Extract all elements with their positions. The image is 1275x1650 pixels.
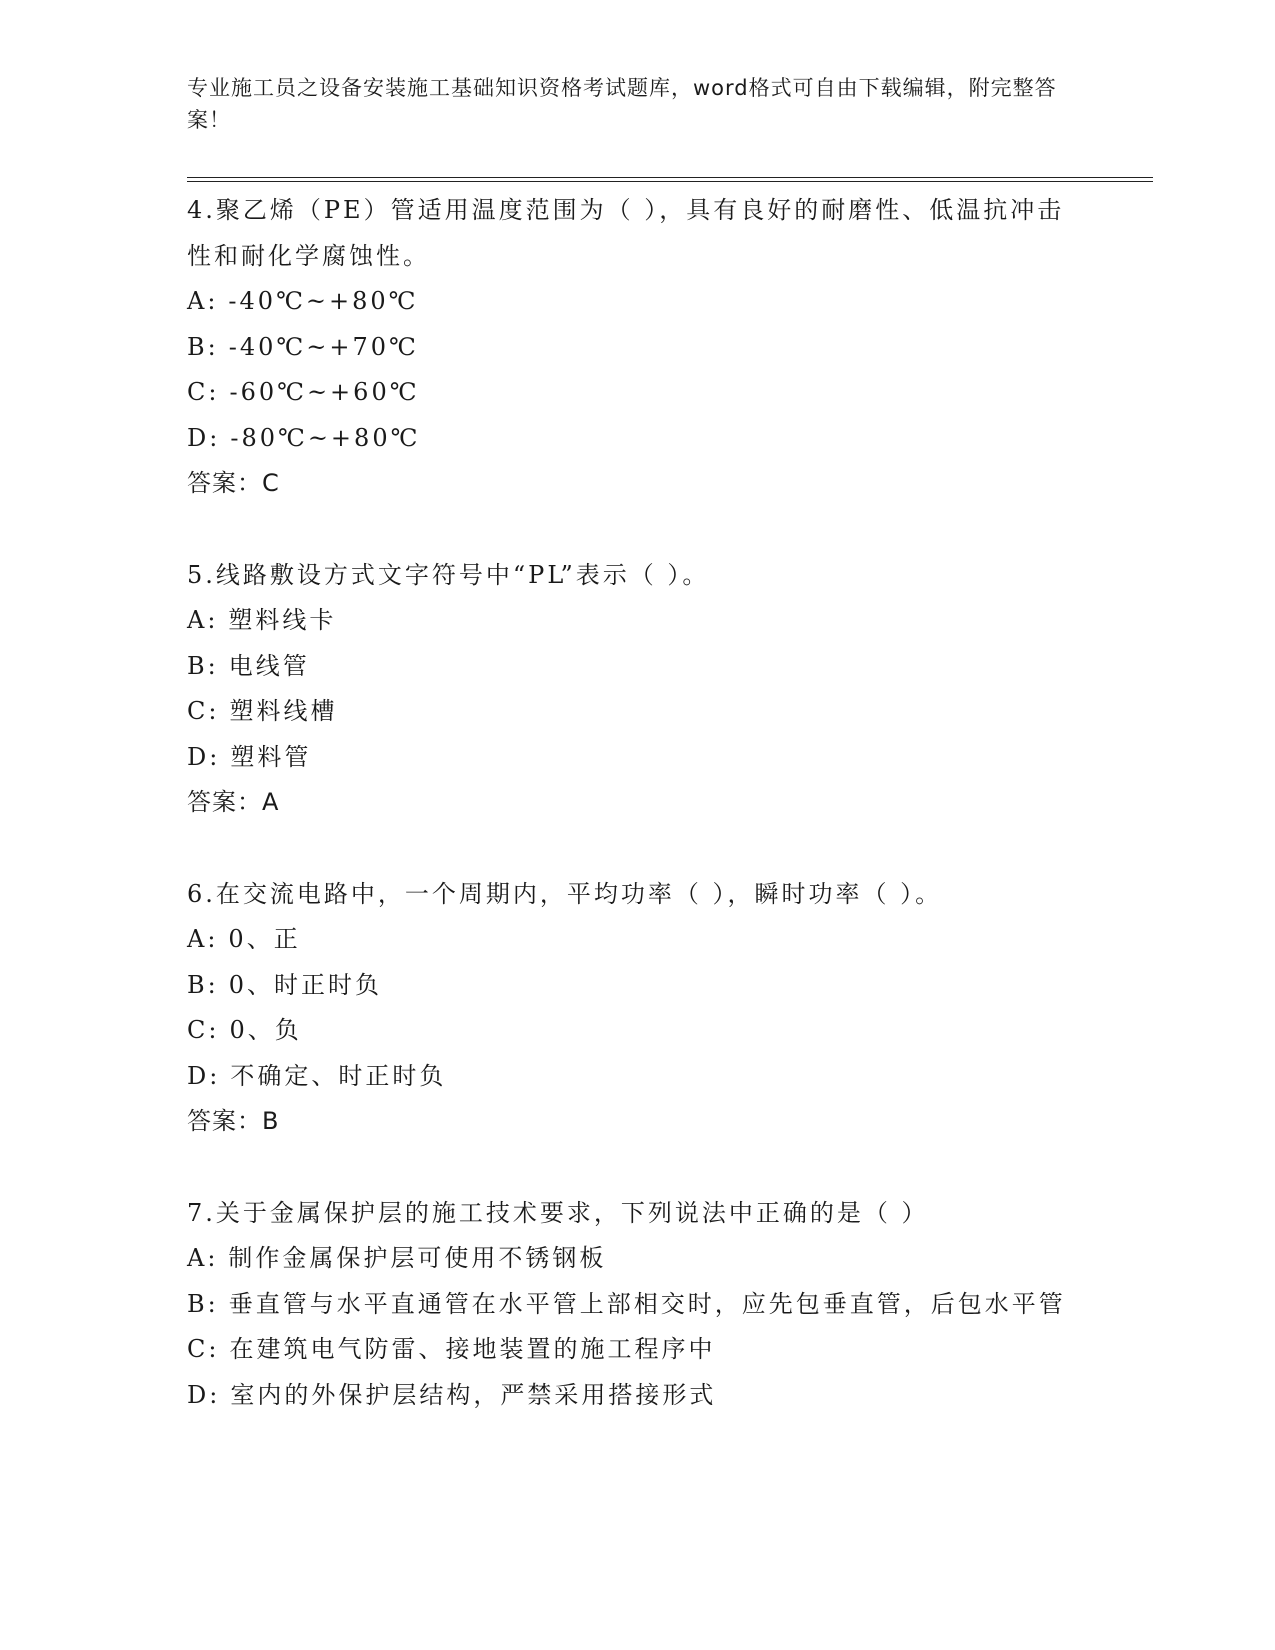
option-text: 0、负 [229,1016,302,1044]
option-text: 室内的外保护层结构，严禁采用搭接形式 [230,1380,717,1409]
question-6 [187,872,1087,1145]
option-label: D: [187,1380,221,1409]
option-label: D: [187,423,221,452]
question-5 [187,553,1087,826]
header-divider-bottom [187,181,1153,182]
option-a [187,1236,1087,1282]
option-text: 塑料线卡 [228,606,337,634]
option-d [187,1373,1087,1419]
option-b [187,644,1087,690]
answer-line: 答案：A [187,788,280,816]
option-label: A: [187,925,219,953]
document-header: 专业施工员之设备安装施工基础知识资格考试题库，word格式可自由下载编辑，附完整答案！ [187,76,1057,132]
option-b [187,1282,1087,1328]
option-label: C: [187,378,220,406]
option-text: 塑料管 [230,742,312,771]
option-text: 电线管 [228,651,310,680]
question-stem: 7.关于金属保护层的施工技术要求，下列说法中正确的是（ ） [187,1198,929,1227]
question-stem: 4.聚乙烯（PE）管适用温度范围为（ ），具有良好的耐磨性、低温抗冲击性和耐化学腐蚀性。 [187,196,1065,270]
answer-line: 答案：C [187,469,280,497]
option-text: -40℃~+80℃ [228,287,419,315]
option-label: C: [187,1335,220,1363]
option-text: -60℃~+60℃ [229,378,420,406]
option-label: A: [187,1244,219,1272]
option-text: 在建筑电气防雷、接地装置的施工程序中 [229,1335,716,1363]
option-text: 不确定、时正时负 [230,1061,447,1090]
option-c [187,1327,1087,1373]
question-7 [187,1191,1087,1419]
question-stem: 5.线路敷设方式文字符号中“PL”表示（ ）。 [187,560,710,589]
option-label: B: [187,651,219,680]
option-label: D: [187,1061,221,1090]
option-text: -80℃~+80℃ [230,423,421,452]
question-stem: 6.在交流电路中，一个周期内，平均功率（ ），瞬时功率（ ）。 [187,879,943,908]
option-text: 塑料线槽 [229,697,338,725]
option-d [187,1054,1087,1100]
option-c [187,370,1087,416]
option-label: A: [187,287,219,315]
option-a [187,279,1087,325]
option-label: A: [187,606,219,634]
option-label: B: [187,332,219,361]
option-d [187,416,1087,462]
option-c [187,689,1087,735]
option-c [187,1008,1087,1054]
option-label: B: [187,1289,219,1318]
header-divider-top [187,177,1153,178]
answer-line: 答案：B [187,1107,280,1135]
question-list [187,188,1087,1464]
option-b [187,325,1087,371]
question-4 [187,188,1087,507]
option-text: 垂直管与水平直通管在水平管上部相交时，应先包垂直管，后包水平管 [228,1289,1066,1318]
option-label: C: [187,1016,220,1044]
option-text: 制作金属保护层可使用不锈钢板 [228,1244,607,1272]
option-label: D: [187,742,221,771]
option-label: B: [187,970,219,999]
option-text: -40℃~+70℃ [228,332,419,361]
option-b [187,963,1087,1009]
option-label: C: [187,697,220,725]
option-text: 0、正 [228,925,301,953]
option-d [187,735,1087,781]
option-a [187,917,1087,963]
option-a [187,598,1087,644]
option-text: 0、时正时负 [228,970,383,999]
